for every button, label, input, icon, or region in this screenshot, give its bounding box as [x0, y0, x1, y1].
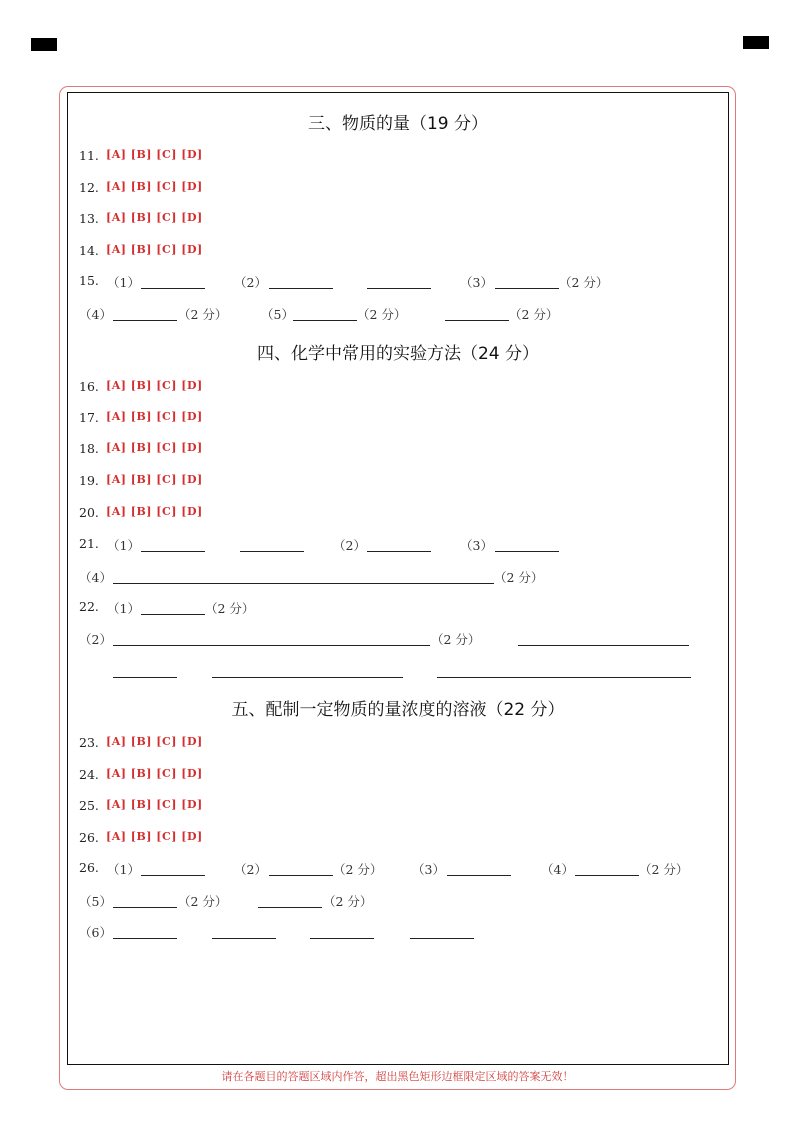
question-number: 11. [79, 148, 99, 163]
answer-blank[interactable] [141, 551, 205, 552]
choice-options[interactable]: [A] [B] [C] [D] [106, 798, 203, 811]
footer-note: 请在各题目的答题区域内作答，超出黑色矩形边框限定区域的答案无效！ [221, 1070, 574, 1083]
part-label: （1） [107, 862, 140, 877]
answer-blank[interactable] [113, 907, 177, 908]
question-number: 14. [79, 243, 99, 258]
points-label: （2 分） [559, 275, 609, 290]
answer-blank[interactable] [518, 645, 689, 646]
choice-options[interactable]: [A] [B] [C] [D] [106, 410, 203, 423]
points-label: （2 分） [431, 632, 481, 647]
answer-blank[interactable] [113, 320, 177, 321]
choice-options[interactable]: [A] [B] [C] [D] [106, 379, 203, 392]
answer-blank[interactable] [367, 551, 431, 552]
question-number: 25. [79, 798, 99, 813]
choice-options[interactable]: [A] [B] [C] [D] [106, 505, 203, 518]
points-label: （2 分） [509, 307, 559, 322]
question-row-21 [79, 536, 719, 554]
points-label: （2 分） [205, 601, 255, 616]
answer-blank[interactable] [212, 677, 403, 678]
part-label: （2） [79, 632, 112, 647]
answer-blank[interactable] [495, 288, 559, 289]
question-number: 21. [79, 536, 99, 551]
answer-blank[interactable] [410, 938, 474, 939]
part-label: （4） [541, 862, 574, 877]
part-label: （1） [107, 601, 140, 616]
answer-blank[interactable] [447, 875, 511, 876]
question-number: 26. [79, 860, 99, 875]
answer-blank[interactable] [240, 551, 304, 552]
answer-blank[interactable] [113, 583, 494, 584]
choice-options[interactable]: [A] [B] [C] [D] [106, 830, 203, 843]
choice-options[interactable]: [A] [B] [C] [D] [106, 735, 203, 748]
answer-blank[interactable] [141, 288, 205, 289]
section-title-4: 四、化学中常用的实验方法（24 分） [256, 344, 540, 364]
choice-options[interactable]: [A] [B] [C] [D] [106, 148, 203, 161]
question-number: 15. [79, 273, 99, 288]
answer-blank[interactable] [310, 938, 374, 939]
question-number: 26. [79, 830, 99, 845]
question-row-26b-cont [79, 892, 719, 910]
part-label: （3） [460, 538, 493, 553]
part-label: （1） [107, 538, 140, 553]
choice-options[interactable]: [A] [B] [C] [D] [106, 180, 203, 193]
points-label: （2 分） [178, 307, 228, 322]
part-label: （3） [412, 862, 445, 877]
question-row-26b [79, 860, 719, 878]
answer-blank[interactable] [575, 875, 639, 876]
answer-blank[interactable] [367, 288, 431, 289]
points-label: （2 分） [494, 570, 544, 585]
answer-blank[interactable] [113, 938, 177, 939]
question-row-26b-cont2 [79, 923, 719, 941]
question-row-22-cont [79, 630, 719, 648]
question-number: 22. [79, 599, 99, 614]
answer-blank[interactable] [269, 875, 333, 876]
question-row-22-lines [79, 662, 719, 680]
answer-blank[interactable] [141, 614, 205, 615]
points-label: （2 分） [357, 307, 407, 322]
part-label: （1） [107, 275, 140, 290]
points-label: （2 分） [178, 894, 228, 909]
question-number: 17. [79, 410, 99, 425]
question-number: 19. [79, 473, 99, 488]
points-label: （2 分） [323, 894, 373, 909]
choice-options[interactable]: [A] [B] [C] [D] [106, 243, 203, 256]
answer-blank[interactable] [141, 875, 205, 876]
answer-blank[interactable] [495, 551, 559, 552]
answer-blank[interactable] [212, 938, 276, 939]
answer-blank[interactable] [437, 677, 691, 678]
section-title-5: 五、配制一定物质的量浓度的溶液（22 分） [231, 700, 565, 720]
part-label: （5） [79, 894, 112, 909]
part-label: （4） [79, 307, 112, 322]
part-label: （6） [79, 925, 112, 940]
choice-options[interactable]: [A] [B] [C] [D] [106, 767, 203, 780]
question-row-21-cont [79, 568, 719, 586]
question-row-15-cont [79, 305, 719, 323]
part-label: （3） [460, 275, 493, 290]
answer-blank[interactable] [113, 645, 430, 646]
choice-options[interactable]: [A] [B] [C] [D] [106, 473, 203, 486]
part-label: （2） [333, 538, 366, 553]
alignment-marker-right [743, 36, 769, 49]
question-number: 12. [79, 180, 99, 195]
points-label: （2 分） [333, 862, 383, 877]
answer-blank[interactable] [113, 677, 177, 678]
question-number: 24. [79, 767, 99, 782]
choice-options[interactable]: [A] [B] [C] [D] [106, 211, 203, 224]
answer-blank[interactable] [269, 288, 333, 289]
question-number: 18. [79, 441, 99, 456]
alignment-marker-left [31, 38, 57, 51]
answer-blank[interactable] [445, 320, 509, 321]
question-row-15 [79, 273, 719, 291]
answer-blank[interactable] [258, 907, 322, 908]
section-title-3: 三、物质的量（19 分） [307, 114, 489, 134]
question-number: 13. [79, 211, 99, 226]
part-label: （2） [234, 275, 267, 290]
question-row-22 [79, 599, 719, 617]
question-number: 20. [79, 505, 99, 520]
part-label: （2） [234, 862, 267, 877]
points-label: （2 分） [639, 862, 689, 877]
part-label: （5） [261, 307, 294, 322]
question-number: 23. [79, 735, 99, 750]
part-label: （4） [79, 570, 112, 585]
question-number: 16. [79, 379, 99, 394]
choice-options[interactable]: [A] [B] [C] [D] [106, 441, 203, 454]
answer-blank[interactable] [293, 320, 357, 321]
